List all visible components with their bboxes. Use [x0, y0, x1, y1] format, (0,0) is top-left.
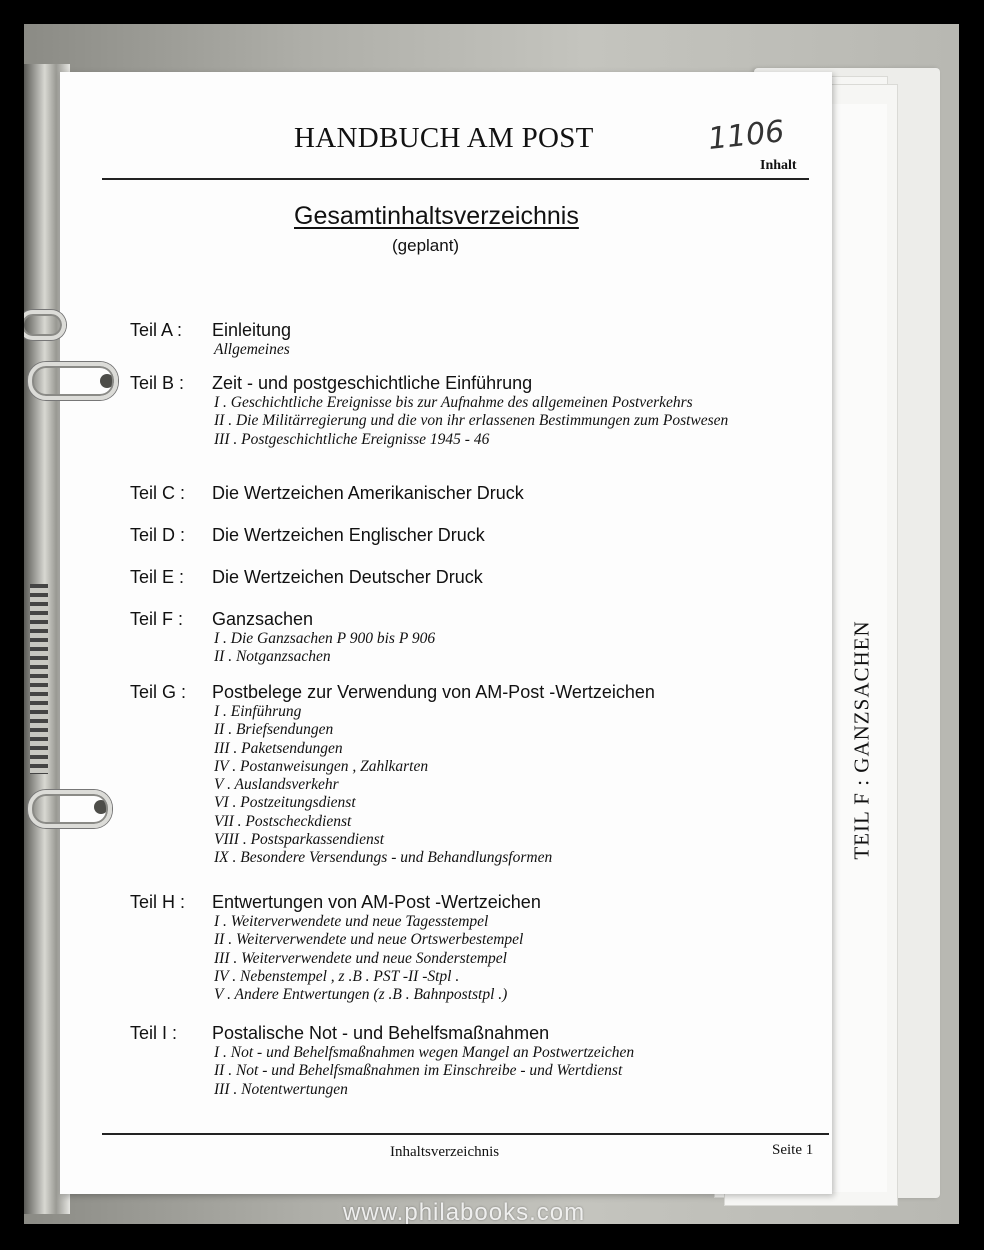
- page-header-title: HANDBUCH AM POST: [294, 122, 594, 154]
- toc-subsection: I . Weiterverwendete und neue Tagesstempel: [214, 913, 489, 930]
- toc-part-label: Teil H :: [130, 892, 186, 912]
- toc-part-label: Teil I :: [130, 1023, 178, 1043]
- toc-subsection: III . Notentwertungen: [214, 1080, 348, 1098]
- toc-subsections: [214, 630, 830, 667]
- toc-subsection: II . Die Militärregierung und die von ihr erlassenen Bestimmungen zum Postwesen: [214, 412, 729, 430]
- toc-subsections: [214, 703, 830, 868]
- toc-part-title: Die Wertzeichen Amerikanischer Druck: [212, 483, 524, 503]
- toc-part-title: Einleitung: [212, 320, 292, 340]
- watermark: www.philabooks.com: [343, 1199, 586, 1224]
- toc-part-label: Teil B :: [130, 373, 185, 393]
- toc-subsection: III . Paketsendungen: [214, 739, 343, 757]
- toc-subsection: I . Geschichtliche Ereignisse bis zur Aufnahme des allgemeinen Postverkehrs: [214, 394, 693, 411]
- toc-part-label: Teil C :: [130, 483, 186, 503]
- handwritten-number: 1106: [706, 114, 786, 157]
- toc-subsections: [214, 1044, 830, 1099]
- toc-part-title: Postbelege zur Verwendung von AM-Post -Wertzeichen: [212, 682, 655, 702]
- toc-part-label: Teil G :: [130, 682, 187, 702]
- toc-part-title: Ganzsachen: [212, 609, 314, 629]
- photo-frame: [24, 24, 959, 1224]
- binder-ring: [24, 310, 66, 340]
- toc-part-title: Postalische Not - und Behelfsmaßnahmen: [212, 1023, 550, 1043]
- toc-subsection: VI . Postzeitungsdienst: [214, 794, 356, 812]
- page-title: Gesamtinhaltsverzeichnis: [294, 202, 579, 230]
- toc-subsection: III . Weiterverwendete und neue Sonderstempel: [214, 949, 507, 967]
- toc-subsection: II . Not - und Behelfsmaßnahmen im Einschreibe - und Wertdienst: [214, 1062, 623, 1080]
- spine-label: [30, 584, 48, 774]
- toc-subsection: I . Die Ganzsachen P 900 bis P 906: [214, 630, 436, 647]
- document-page: [60, 72, 832, 1194]
- toc-subsection: V . Auslandsverkehr: [214, 776, 339, 794]
- header-rule: [102, 178, 809, 180]
- toc-subsection: I . Not - und Behelfsmaßnahmen wegen Mangel an Postwertzeichen: [214, 1044, 635, 1061]
- toc-part-title: Die Wertzeichen Englischer Druck: [212, 525, 485, 545]
- page-number: Seite 1: [772, 1142, 814, 1158]
- toc-subsection: III . Postgeschichtliche Ereignisse 1945 - 46: [214, 430, 490, 448]
- toc-subsection: VIII . Postsparkassendienst: [214, 831, 385, 849]
- toc-part-title: Entwertungen von AM-Post -Wertzeichen: [212, 892, 541, 912]
- toc-subsection: I . Einführung: [214, 703, 302, 720]
- binder-ring: [28, 362, 118, 400]
- toc-part-label: Teil A :: [130, 320, 183, 340]
- toc-subsections: [214, 913, 830, 1004]
- toc-subsection: IX . Besondere Versendungs - und Behandlungsformen: [214, 849, 553, 867]
- toc-part-label: Teil F :: [130, 609, 184, 629]
- toc-part-label: Teil E :: [130, 567, 185, 587]
- toc-part-title: Die Wertzeichen Deutscher Druck: [212, 567, 483, 587]
- binder-ring: [28, 790, 112, 828]
- toc-subsection: II . Weiterverwendete und neue Ortswerbestempel: [214, 931, 524, 949]
- toc-subsection: IV . Postanweisungen , Zahlkarten: [214, 757, 429, 775]
- toc-subsections: [214, 341, 830, 359]
- toc-subsection: IV . Nebenstempel , z .B . PST -II -Stpl .: [214, 967, 460, 985]
- header-section: Inhalt: [760, 158, 797, 173]
- toc-subsection: Allgemeines: [214, 341, 290, 358]
- footer-title: Inhaltsverzeichnis: [390, 1144, 500, 1160]
- toc-subsection: VII . Postscheckdienst: [214, 812, 352, 830]
- footer-rule: [102, 1133, 829, 1135]
- section-tab-label: TEIL F : GANZSACHEN: [849, 620, 874, 860]
- toc-part-title: Zeit - und postgeschichtliche Einführung: [212, 373, 533, 393]
- toc-subsection: V . Andere Entwertungen (z .B . Bahnpoststpl .): [214, 986, 508, 1004]
- page-subtitle: (geplant): [392, 236, 460, 255]
- toc-subsection: II . Briefsendungen: [214, 721, 334, 739]
- toc-part-label: Teil D :: [130, 525, 186, 545]
- toc-subsection: II . Notganzsachen: [214, 648, 331, 666]
- toc-subsections: [214, 394, 830, 449]
